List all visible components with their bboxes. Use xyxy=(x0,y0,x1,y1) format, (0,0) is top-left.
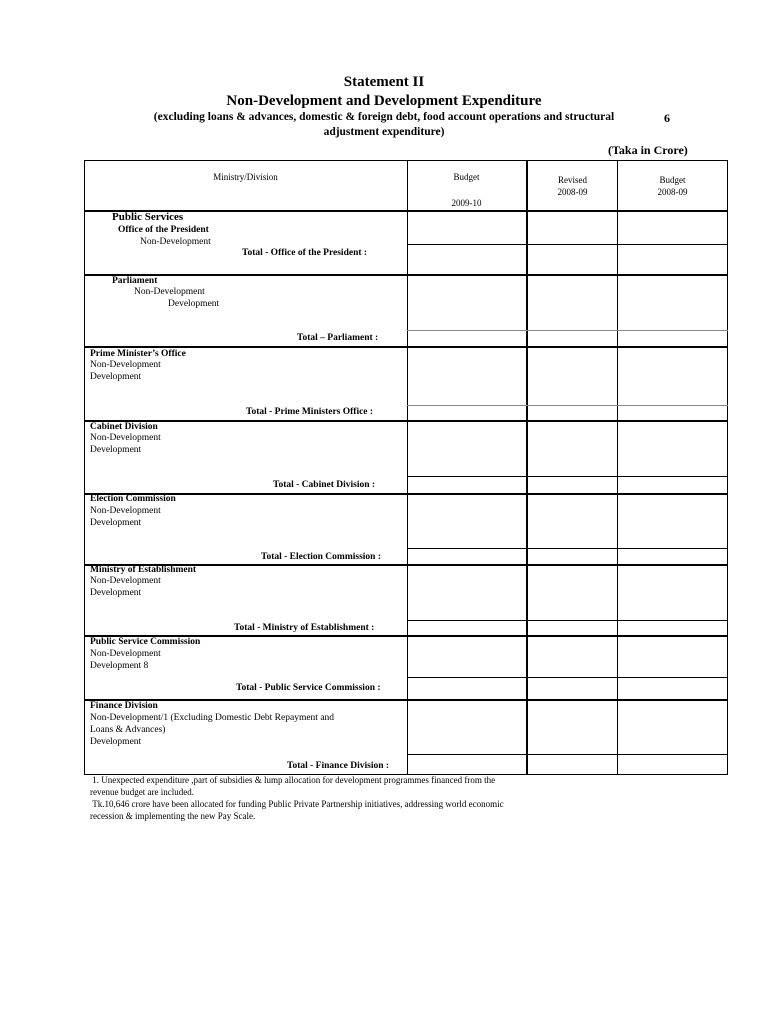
row-divider xyxy=(407,620,728,621)
footnotes xyxy=(90,774,570,822)
header-revised: Revised xyxy=(558,175,587,185)
table-border-right xyxy=(727,160,728,775)
subtitle-line-2: adjustment expenditure) xyxy=(323,126,445,138)
section-name: Ministry of Establishment xyxy=(90,565,197,575)
row-divider xyxy=(407,330,728,331)
column-divider-budget-prev xyxy=(617,160,618,775)
row-divider xyxy=(407,405,728,406)
section-total: Total - Ministry of Establishment : xyxy=(234,623,375,633)
section-line: Non-Development xyxy=(90,576,161,586)
section-divider xyxy=(84,420,728,422)
section-line: Development 8 xyxy=(90,661,149,671)
section-total: Total – Parliament : xyxy=(297,333,379,343)
section-line: Non-Development xyxy=(134,287,205,297)
section-line: Development xyxy=(90,372,142,382)
column-divider-budget xyxy=(407,160,408,775)
unit-label: (Taka in Crore) xyxy=(608,143,688,157)
footnote-line: recession & implementing the new Pay Scale. xyxy=(90,811,256,821)
footnote-line: revenue budget are included. xyxy=(90,787,194,797)
section-line: Development xyxy=(168,299,220,309)
section-total: Total - Public Service Commission : xyxy=(236,683,381,693)
header-budget-prev: Budget xyxy=(659,175,686,185)
row-divider xyxy=(407,754,728,755)
section-total: Total - Finance Division : xyxy=(287,761,390,771)
section-total: Total - Office of the President : xyxy=(242,248,368,258)
header-budget: Budget xyxy=(453,172,480,182)
header-revised-year: 2008-09 xyxy=(557,187,588,197)
public-services-heading: Public Services xyxy=(112,211,184,223)
row-divider xyxy=(407,476,728,477)
section-divider xyxy=(84,346,728,348)
header-budget-year: 2009-10 xyxy=(451,198,482,208)
section-name: Public Service Commission xyxy=(90,637,201,647)
section-name: Cabinet Division xyxy=(90,422,158,432)
section-line: Development xyxy=(90,445,142,455)
table-border-left xyxy=(84,160,85,775)
section-divider xyxy=(84,699,728,701)
section-line: Non-Development xyxy=(90,433,161,443)
section-line: Development xyxy=(90,518,142,528)
statement-title: Statement II xyxy=(343,74,425,90)
table-border-top xyxy=(84,160,728,161)
header-budget-prev-year: 2008-09 xyxy=(657,187,688,197)
subtitle-line-1: (excluding loans & advances, domestic & foreign debt, food account operations and structural xyxy=(153,111,615,123)
section-name: Parliament xyxy=(112,276,158,286)
section-line: Loans & Advances) xyxy=(90,725,166,735)
expenditure-title: Non-Development and Development Expenditure xyxy=(226,93,542,109)
section-line: Non-Development xyxy=(90,649,161,659)
footnote-line: 1. Unexpected expenditure ,part of subsidies & lump allocation for development programmes financed from the xyxy=(90,775,496,785)
section-name: Office of the President xyxy=(118,225,209,235)
section-total: Total - Cabinet Division : xyxy=(273,480,376,490)
section-line: Non-Development xyxy=(140,237,211,247)
section-line: Non-Development xyxy=(90,360,161,370)
section-line: Development xyxy=(90,737,142,747)
footnote-line: Tk.10,646 crore have been allocated for funding Public Private Partnership initiatives, addressing world economic xyxy=(90,799,504,809)
row-divider xyxy=(407,677,728,678)
column-divider-revised xyxy=(526,160,528,775)
section-name: Prime Minister’s Office xyxy=(90,349,186,359)
page-number: 6 xyxy=(664,111,670,125)
header-ministry: Ministry/Division xyxy=(213,172,278,182)
expenditure-table xyxy=(84,160,728,775)
section-total: Total - Prime Ministers Office : xyxy=(246,407,374,417)
section-divider xyxy=(84,274,728,276)
section-line: Non-Development/1 (Excluding Domestic Debt Repayment and xyxy=(90,713,335,723)
section-line: Development xyxy=(90,588,142,598)
row-divider xyxy=(407,548,728,549)
section-name: Election Commission xyxy=(90,494,176,504)
section-line: Non-Development xyxy=(90,506,161,516)
section-name: Finance Division xyxy=(90,701,158,711)
row-divider xyxy=(407,244,728,245)
section-total: Total - Election Commission : xyxy=(261,552,381,562)
section-divider xyxy=(84,493,728,495)
